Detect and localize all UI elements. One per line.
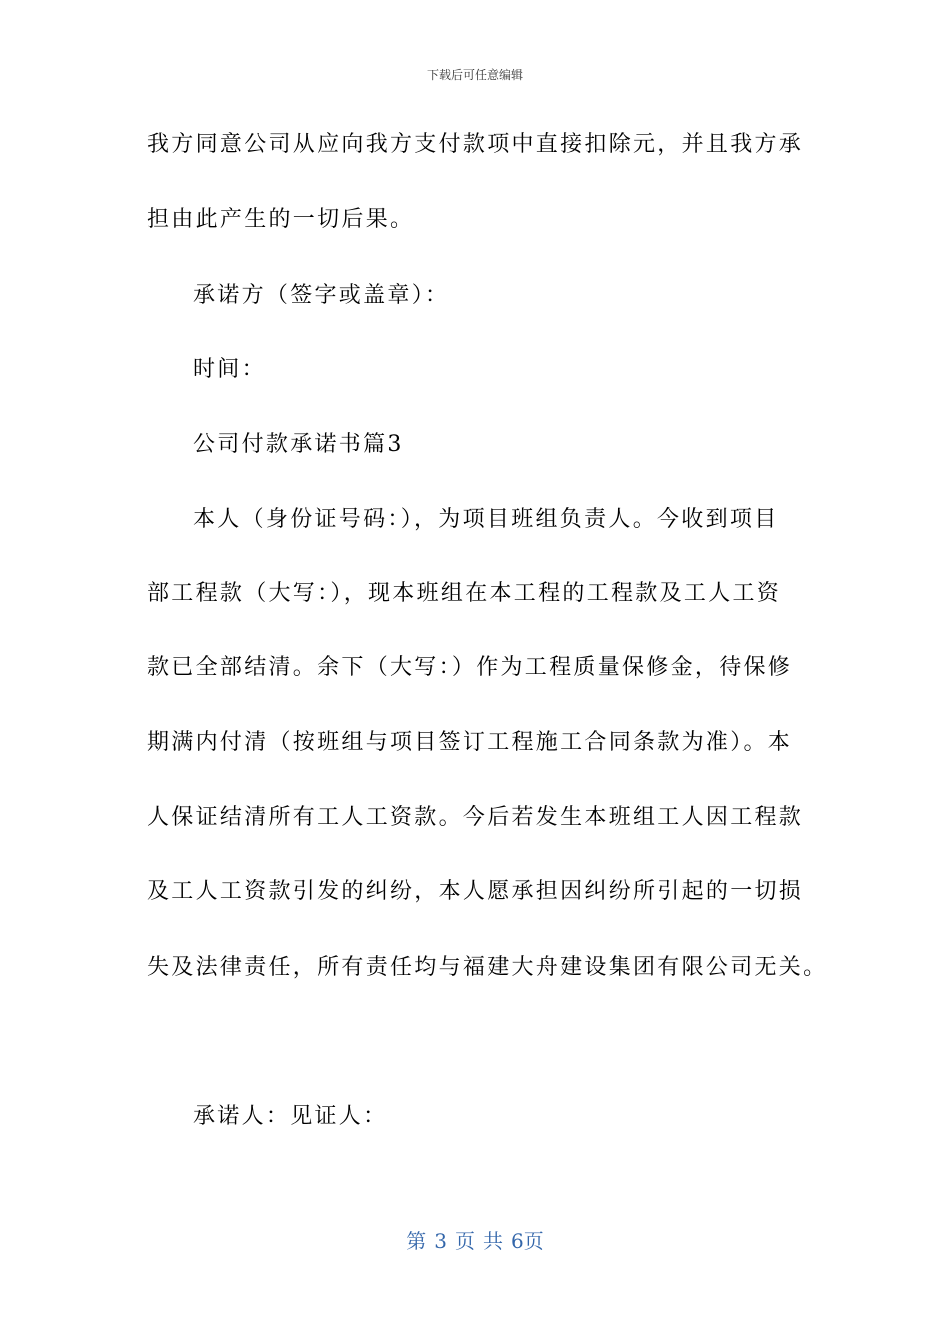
body-line: 承诺方（签字或盖章）：: [193, 283, 450, 308]
section-heading: 公司付款承诺书篇3: [193, 432, 404, 457]
footer-label-di: 第: [406, 1229, 427, 1253]
body-line: 我方同意公司从应向我方支付款项中直接扣除元，并且我方承: [147, 132, 804, 157]
body-line: 部工程款（大写：），现本班组在本工程的工程款及工人工资: [147, 581, 782, 606]
footer-page-number: 3: [434, 1229, 447, 1253]
body-line: 担由此产生的一切后果。: [147, 207, 415, 232]
footer-total-pages: 6页: [511, 1229, 544, 1253]
body-line: 人保证结清所有工人工资款。今后若发生本班组工人因工程款: [147, 805, 804, 830]
footer-label-gong: 共: [483, 1229, 503, 1253]
signature-line: 承诺人：见证人：: [193, 1104, 388, 1129]
body-line: 失及法律责任，所有责任均与福建大舟建设集团有限公司无关。: [147, 955, 828, 980]
body-line: 时间：: [193, 357, 266, 382]
body-line: 本人（身份证号码：），为项目班组负责人。今收到项目: [193, 507, 779, 532]
body-line: 期满内付清（按班组与项目签订工程施工合同条款为准）。本: [147, 730, 793, 755]
page-footer: [0, 1225, 950, 1254]
body-line: 及工人工资款引发的纠纷，本人愿承担因纠纷所引起的一切损: [147, 879, 804, 904]
footer-label-ye: 页: [455, 1229, 475, 1253]
body-line: 款已全部结清。余下（大写：）作为工程质量保修金，待保修: [147, 655, 793, 680]
header-note: 下载后可任意编辑: [426, 68, 523, 82]
